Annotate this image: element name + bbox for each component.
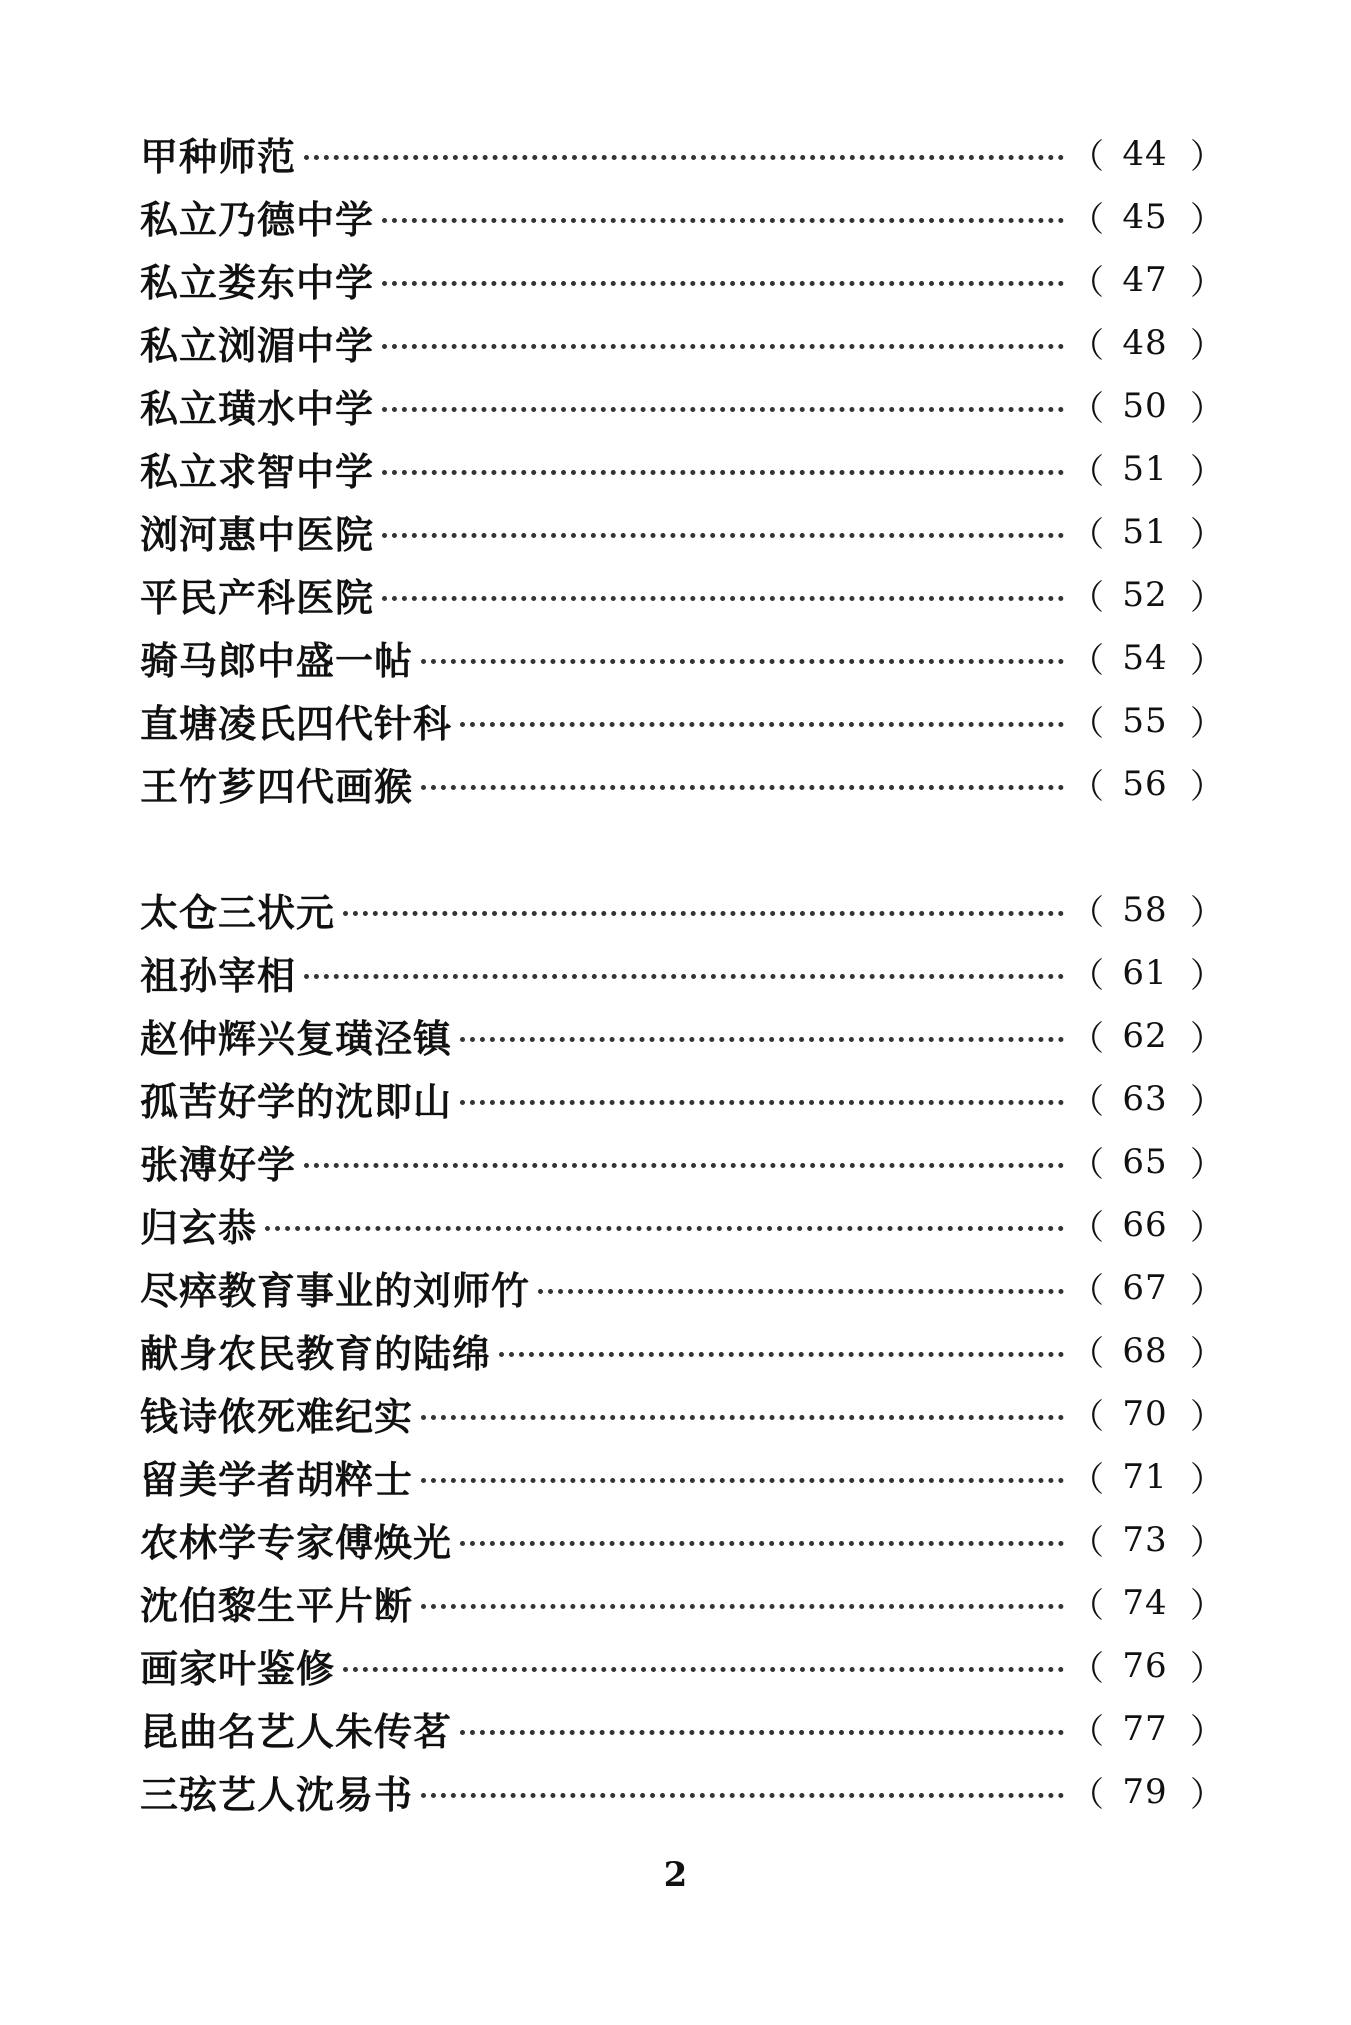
page-reference — [1070, 1263, 1224, 1312]
toc-entry — [140, 1571, 1224, 1634]
toc-entry — [140, 1634, 1224, 1697]
page-num: 76 — [1122, 1645, 1168, 1686]
toc-entry — [140, 1760, 1224, 1823]
page-reference — [1070, 1704, 1224, 1753]
entry-title: 骑马郎中盛一帖 — [140, 630, 415, 685]
entry-title: 平民产科医院 — [140, 567, 376, 622]
open-paren: （ — [1070, 1397, 1104, 1437]
toc-entry — [140, 1382, 1224, 1445]
page-reference — [1070, 507, 1224, 556]
dot-leader — [343, 911, 1064, 916]
open-paren: （ — [1070, 1775, 1104, 1815]
toc-entry — [140, 1445, 1224, 1508]
open-paren: （ — [1070, 767, 1104, 807]
dot-leader — [304, 155, 1064, 160]
entry-title: 三弦艺人沈易书 — [140, 1764, 415, 1819]
dot-leader — [382, 218, 1064, 223]
dot-leader — [499, 1352, 1064, 1357]
page-num: 71 — [1122, 1456, 1168, 1497]
toc-entry — [140, 1130, 1224, 1193]
entry-title: 私立璜水中学 — [140, 378, 376, 433]
open-paren: （ — [1070, 1208, 1104, 1248]
open-paren: （ — [1070, 1460, 1104, 1500]
open-paren: （ — [1070, 1082, 1104, 1122]
open-paren: （ — [1070, 956, 1104, 996]
close-paren: ） — [1190, 578, 1224, 618]
toc-entry — [140, 563, 1224, 626]
close-paren: ） — [1190, 1397, 1224, 1437]
close-paren: ） — [1190, 137, 1224, 177]
page-reference — [1070, 192, 1224, 241]
dot-leader — [382, 470, 1064, 475]
close-paren: ） — [1190, 1712, 1224, 1752]
toc-group-2 — [140, 878, 1224, 1823]
dot-leader — [421, 785, 1064, 790]
open-paren: （ — [1070, 137, 1104, 177]
page-num: 74 — [1122, 1582, 1168, 1623]
page-num: 77 — [1122, 1708, 1168, 1749]
toc-entry — [140, 185, 1224, 248]
open-paren: （ — [1070, 1019, 1104, 1059]
dot-leader — [382, 281, 1064, 286]
dot-leader — [382, 533, 1064, 538]
toc-group-1 — [140, 122, 1224, 815]
entry-title: 直塘凌氏四代针科 — [140, 693, 454, 748]
page-num: 73 — [1122, 1519, 1168, 1560]
entry-title: 沈伯黎生平片断 — [140, 1575, 415, 1630]
dot-leader — [343, 1667, 1064, 1672]
page-num: 51 — [1122, 448, 1168, 489]
entry-title: 私立求智中学 — [140, 441, 376, 496]
page-reference — [1070, 129, 1224, 178]
page-num: 66 — [1122, 1204, 1168, 1245]
page-reference — [1070, 885, 1224, 934]
page-reference — [1070, 381, 1224, 430]
open-paren: （ — [1070, 515, 1104, 555]
close-paren: ） — [1190, 1649, 1224, 1689]
entry-title: 祖孙宰相 — [140, 945, 298, 1000]
page-num: 50 — [1122, 385, 1168, 426]
toc-entry — [140, 248, 1224, 311]
dot-leader — [304, 974, 1064, 979]
open-paren: （ — [1070, 200, 1104, 240]
toc-entry — [140, 437, 1224, 500]
close-paren: ） — [1190, 452, 1224, 492]
open-paren: （ — [1070, 389, 1104, 429]
dot-leader — [382, 344, 1064, 349]
dot-leader — [421, 1604, 1064, 1609]
page-reference — [1070, 1389, 1224, 1438]
page-num: 67 — [1122, 1267, 1168, 1308]
entry-title: 赵仲辉兴复璜泾镇 — [140, 1008, 454, 1063]
open-paren: （ — [1070, 1334, 1104, 1374]
entry-title: 私立乃德中学 — [140, 189, 376, 244]
open-paren: （ — [1070, 452, 1104, 492]
open-paren: （ — [1070, 326, 1104, 366]
close-paren: ） — [1190, 704, 1224, 744]
entry-title: 献身农民教育的陆绵 — [140, 1323, 493, 1378]
dot-leader — [421, 1478, 1064, 1483]
open-paren: （ — [1070, 1523, 1104, 1563]
page-reference — [1070, 948, 1224, 997]
toc-entry — [140, 1256, 1224, 1319]
page-reference — [1070, 1200, 1224, 1249]
entry-title: 尽瘁教育事业的刘师竹 — [140, 1260, 532, 1315]
page-reference — [1070, 318, 1224, 367]
entry-title: 私立娄东中学 — [140, 252, 376, 307]
page-num: 58 — [1122, 889, 1168, 930]
entry-title: 画家叶鉴修 — [140, 1638, 337, 1693]
entry-title: 太仓三状元 — [140, 882, 337, 937]
entry-title: 农林学专家傅焕光 — [140, 1512, 454, 1567]
close-paren: ） — [1190, 767, 1224, 807]
dot-leader — [538, 1289, 1064, 1294]
dot-leader — [460, 722, 1064, 727]
toc-entry — [140, 1004, 1224, 1067]
close-paren: ） — [1190, 515, 1224, 555]
open-paren: （ — [1070, 1271, 1104, 1311]
close-paren: ） — [1190, 1082, 1224, 1122]
page-reference — [1070, 1074, 1224, 1123]
toc-entry — [140, 878, 1224, 941]
entry-title: 昆曲名艺人朱传茗 — [140, 1701, 454, 1756]
page-num: 47 — [1122, 259, 1168, 300]
toc-entry — [140, 374, 1224, 437]
page-reference — [1070, 1767, 1224, 1816]
page-num: 45 — [1122, 196, 1168, 237]
open-paren: （ — [1070, 1649, 1104, 1689]
page-reference — [1070, 1515, 1224, 1564]
dot-leader — [382, 596, 1064, 601]
page-num: 62 — [1122, 1015, 1168, 1056]
page-reference — [1070, 633, 1224, 682]
close-paren: ） — [1190, 1586, 1224, 1626]
dot-leader — [304, 1163, 1064, 1168]
page-num: 65 — [1122, 1141, 1168, 1182]
page-reference — [1070, 1578, 1224, 1627]
entry-title: 留美学者胡粹士 — [140, 1449, 415, 1504]
toc-entry — [140, 1319, 1224, 1382]
page-num: 79 — [1122, 1771, 1168, 1812]
close-paren: ） — [1190, 1271, 1224, 1311]
open-paren: （ — [1070, 893, 1104, 933]
page-reference — [1070, 1326, 1224, 1375]
close-paren: ） — [1190, 389, 1224, 429]
dot-leader — [421, 1793, 1064, 1798]
close-paren: ） — [1190, 200, 1224, 240]
entry-title: 张溥好学 — [140, 1134, 298, 1189]
dot-leader — [265, 1226, 1064, 1231]
open-paren: （ — [1070, 1712, 1104, 1752]
dot-leader — [421, 1415, 1064, 1420]
page-num: 56 — [1122, 763, 1168, 804]
toc-entry — [140, 752, 1224, 815]
page-reference — [1070, 1011, 1224, 1060]
toc-entry — [140, 1193, 1224, 1256]
page-num: 61 — [1122, 952, 1168, 993]
entry-title: 王竹芗四代画猴 — [140, 756, 415, 811]
dot-leader — [460, 1037, 1064, 1042]
close-paren: ） — [1190, 1208, 1224, 1248]
page-num: 68 — [1122, 1330, 1168, 1371]
close-paren: ） — [1190, 1334, 1224, 1374]
dot-leader — [460, 1730, 1064, 1735]
dot-leader — [382, 407, 1064, 412]
close-paren: ） — [1190, 1775, 1224, 1815]
dot-leader — [460, 1541, 1064, 1546]
toc-entry — [140, 941, 1224, 1004]
page-number: 2 — [663, 1855, 688, 1895]
dot-leader — [460, 1100, 1064, 1105]
page-reference — [1070, 444, 1224, 493]
page-reference — [1070, 1137, 1224, 1186]
toc-entry — [140, 1067, 1224, 1130]
close-paren: ） — [1190, 641, 1224, 681]
page-reference — [1070, 1641, 1224, 1690]
page-num: 44 — [1122, 133, 1168, 174]
open-paren: （ — [1070, 1145, 1104, 1185]
page-reference — [1070, 255, 1224, 304]
close-paren: ） — [1190, 1019, 1224, 1059]
close-paren: ） — [1190, 263, 1224, 303]
entry-title: 私立浏湄中学 — [140, 315, 376, 370]
close-paren: ） — [1190, 1145, 1224, 1185]
page-num: 51 — [1122, 511, 1168, 552]
open-paren: （ — [1070, 1586, 1104, 1626]
page-num: 70 — [1122, 1393, 1168, 1434]
page-num: 48 — [1122, 322, 1168, 363]
toc-entry — [140, 689, 1224, 752]
close-paren: ） — [1190, 1460, 1224, 1500]
close-paren: ） — [1190, 893, 1224, 933]
toc-entry — [140, 500, 1224, 563]
toc-entry — [140, 1697, 1224, 1760]
toc-entry — [140, 122, 1224, 185]
toc-entry — [140, 1508, 1224, 1571]
page-reference — [1070, 1452, 1224, 1501]
page-reference — [1070, 759, 1224, 808]
page-reference — [1070, 696, 1224, 745]
page-num: 63 — [1122, 1078, 1168, 1119]
entry-title: 孤苦好学的沈即山 — [140, 1071, 454, 1126]
page-num: 55 — [1122, 700, 1168, 741]
page-num: 52 — [1122, 574, 1168, 615]
entry-title: 钱诗侬死难纪实 — [140, 1386, 415, 1441]
dot-leader — [421, 659, 1064, 664]
toc-entry — [140, 626, 1224, 689]
entry-title: 归玄恭 — [140, 1197, 259, 1252]
toc-entry — [140, 311, 1224, 374]
open-paren: （ — [1070, 578, 1104, 618]
close-paren: ） — [1190, 326, 1224, 366]
entry-title: 浏河惠中医院 — [140, 504, 376, 559]
open-paren: （ — [1070, 641, 1104, 681]
close-paren: ） — [1190, 1523, 1224, 1563]
entry-title: 甲种师范 — [140, 126, 298, 181]
close-paren: ） — [1190, 956, 1224, 996]
open-paren: （ — [1070, 704, 1104, 744]
page-num: 54 — [1122, 637, 1168, 678]
page-reference — [1070, 570, 1224, 619]
open-paren: （ — [1070, 263, 1104, 303]
